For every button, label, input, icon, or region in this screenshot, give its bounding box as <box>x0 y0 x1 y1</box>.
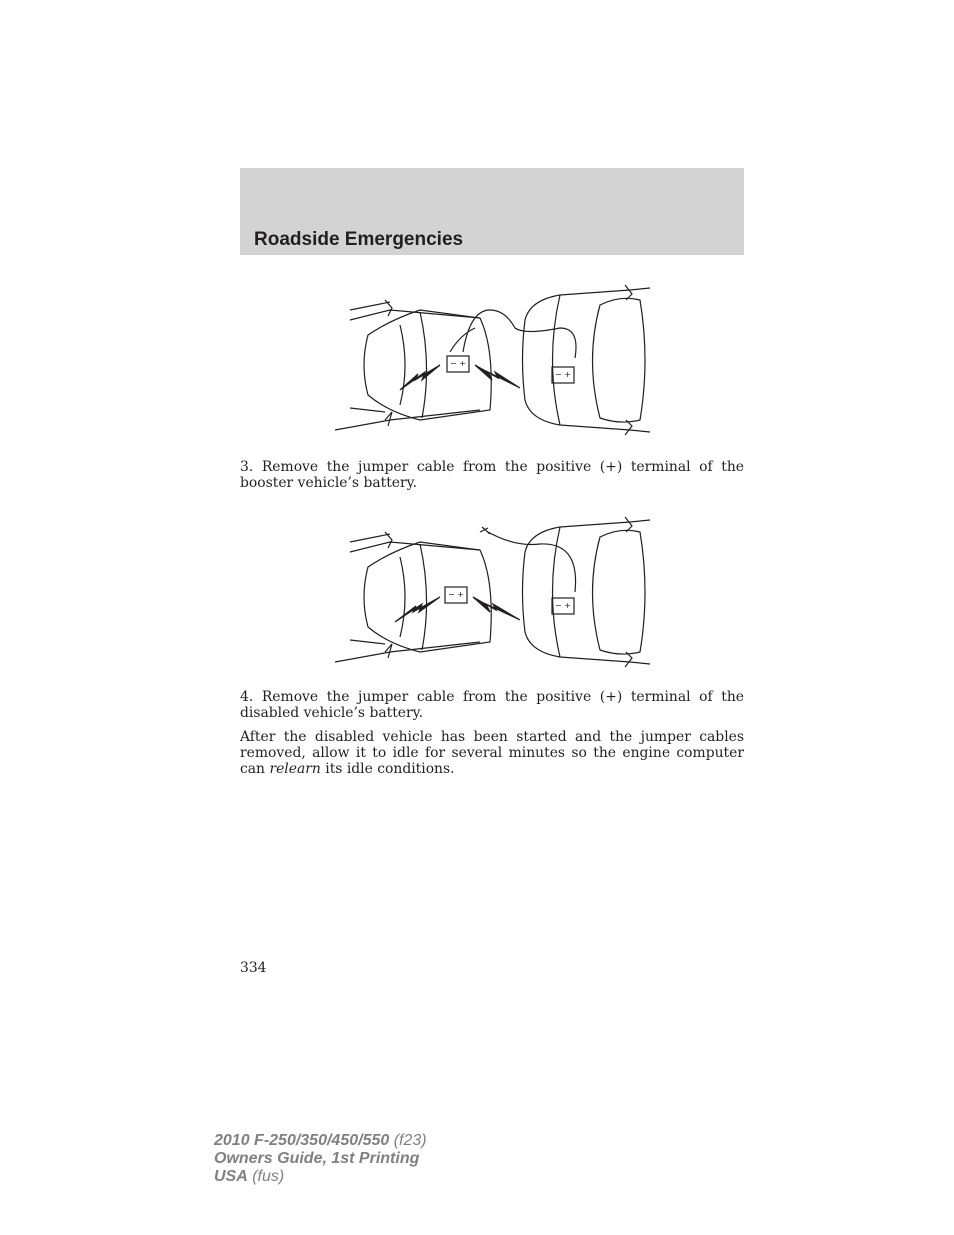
document-footer <box>214 1132 427 1186</box>
vehicles-diagram <box>330 512 670 674</box>
page-number: 334 <box>240 960 267 976</box>
relearn-emphasis: relearn <box>269 761 321 777</box>
step-4-text: 4. Remove the jumper cable from the positive (+) terminal of the disabled vehicle’s battery. <box>240 689 744 721</box>
footer-line-guide: Owners Guide, 1st Printing <box>214 1150 420 1167</box>
jump-start-illustration-connected <box>330 280 670 440</box>
after-start-text-part-1: After the disabled vehicle has been started and the jumper cables removed, allow it to idle for several minutes so the engine computer can <box>240 729 744 777</box>
footer-model-code: (f23) <box>389 1132 427 1149</box>
footer-region-code: (fus) <box>247 1168 285 1185</box>
footer-line-model <box>214 1132 427 1150</box>
jump-start-illustration-disconnected <box>330 512 670 674</box>
battery-terminal-label-left: − + <box>450 359 466 368</box>
step-3-text: 3. Remove the jumper cable from the positive (+) terminal of the booster vehicle’s battery. <box>240 459 744 491</box>
after-start-text-part-2: its idle conditions. <box>320 761 455 777</box>
footer-region: USA <box>214 1168 248 1185</box>
footer-model: 2010 F-250/350/450/550 <box>214 1132 390 1149</box>
after-start-text <box>240 729 744 777</box>
battery-terminal-label-right: − + <box>555 601 571 610</box>
battery-terminal-label-right: − + <box>555 370 571 379</box>
battery-terminal-label-left: − + <box>448 590 464 599</box>
vehicles-diagram <box>330 280 670 440</box>
footer-line-region <box>214 1168 427 1186</box>
section-title: Roadside Emergencies <box>254 229 464 250</box>
section-header-band <box>240 168 744 255</box>
